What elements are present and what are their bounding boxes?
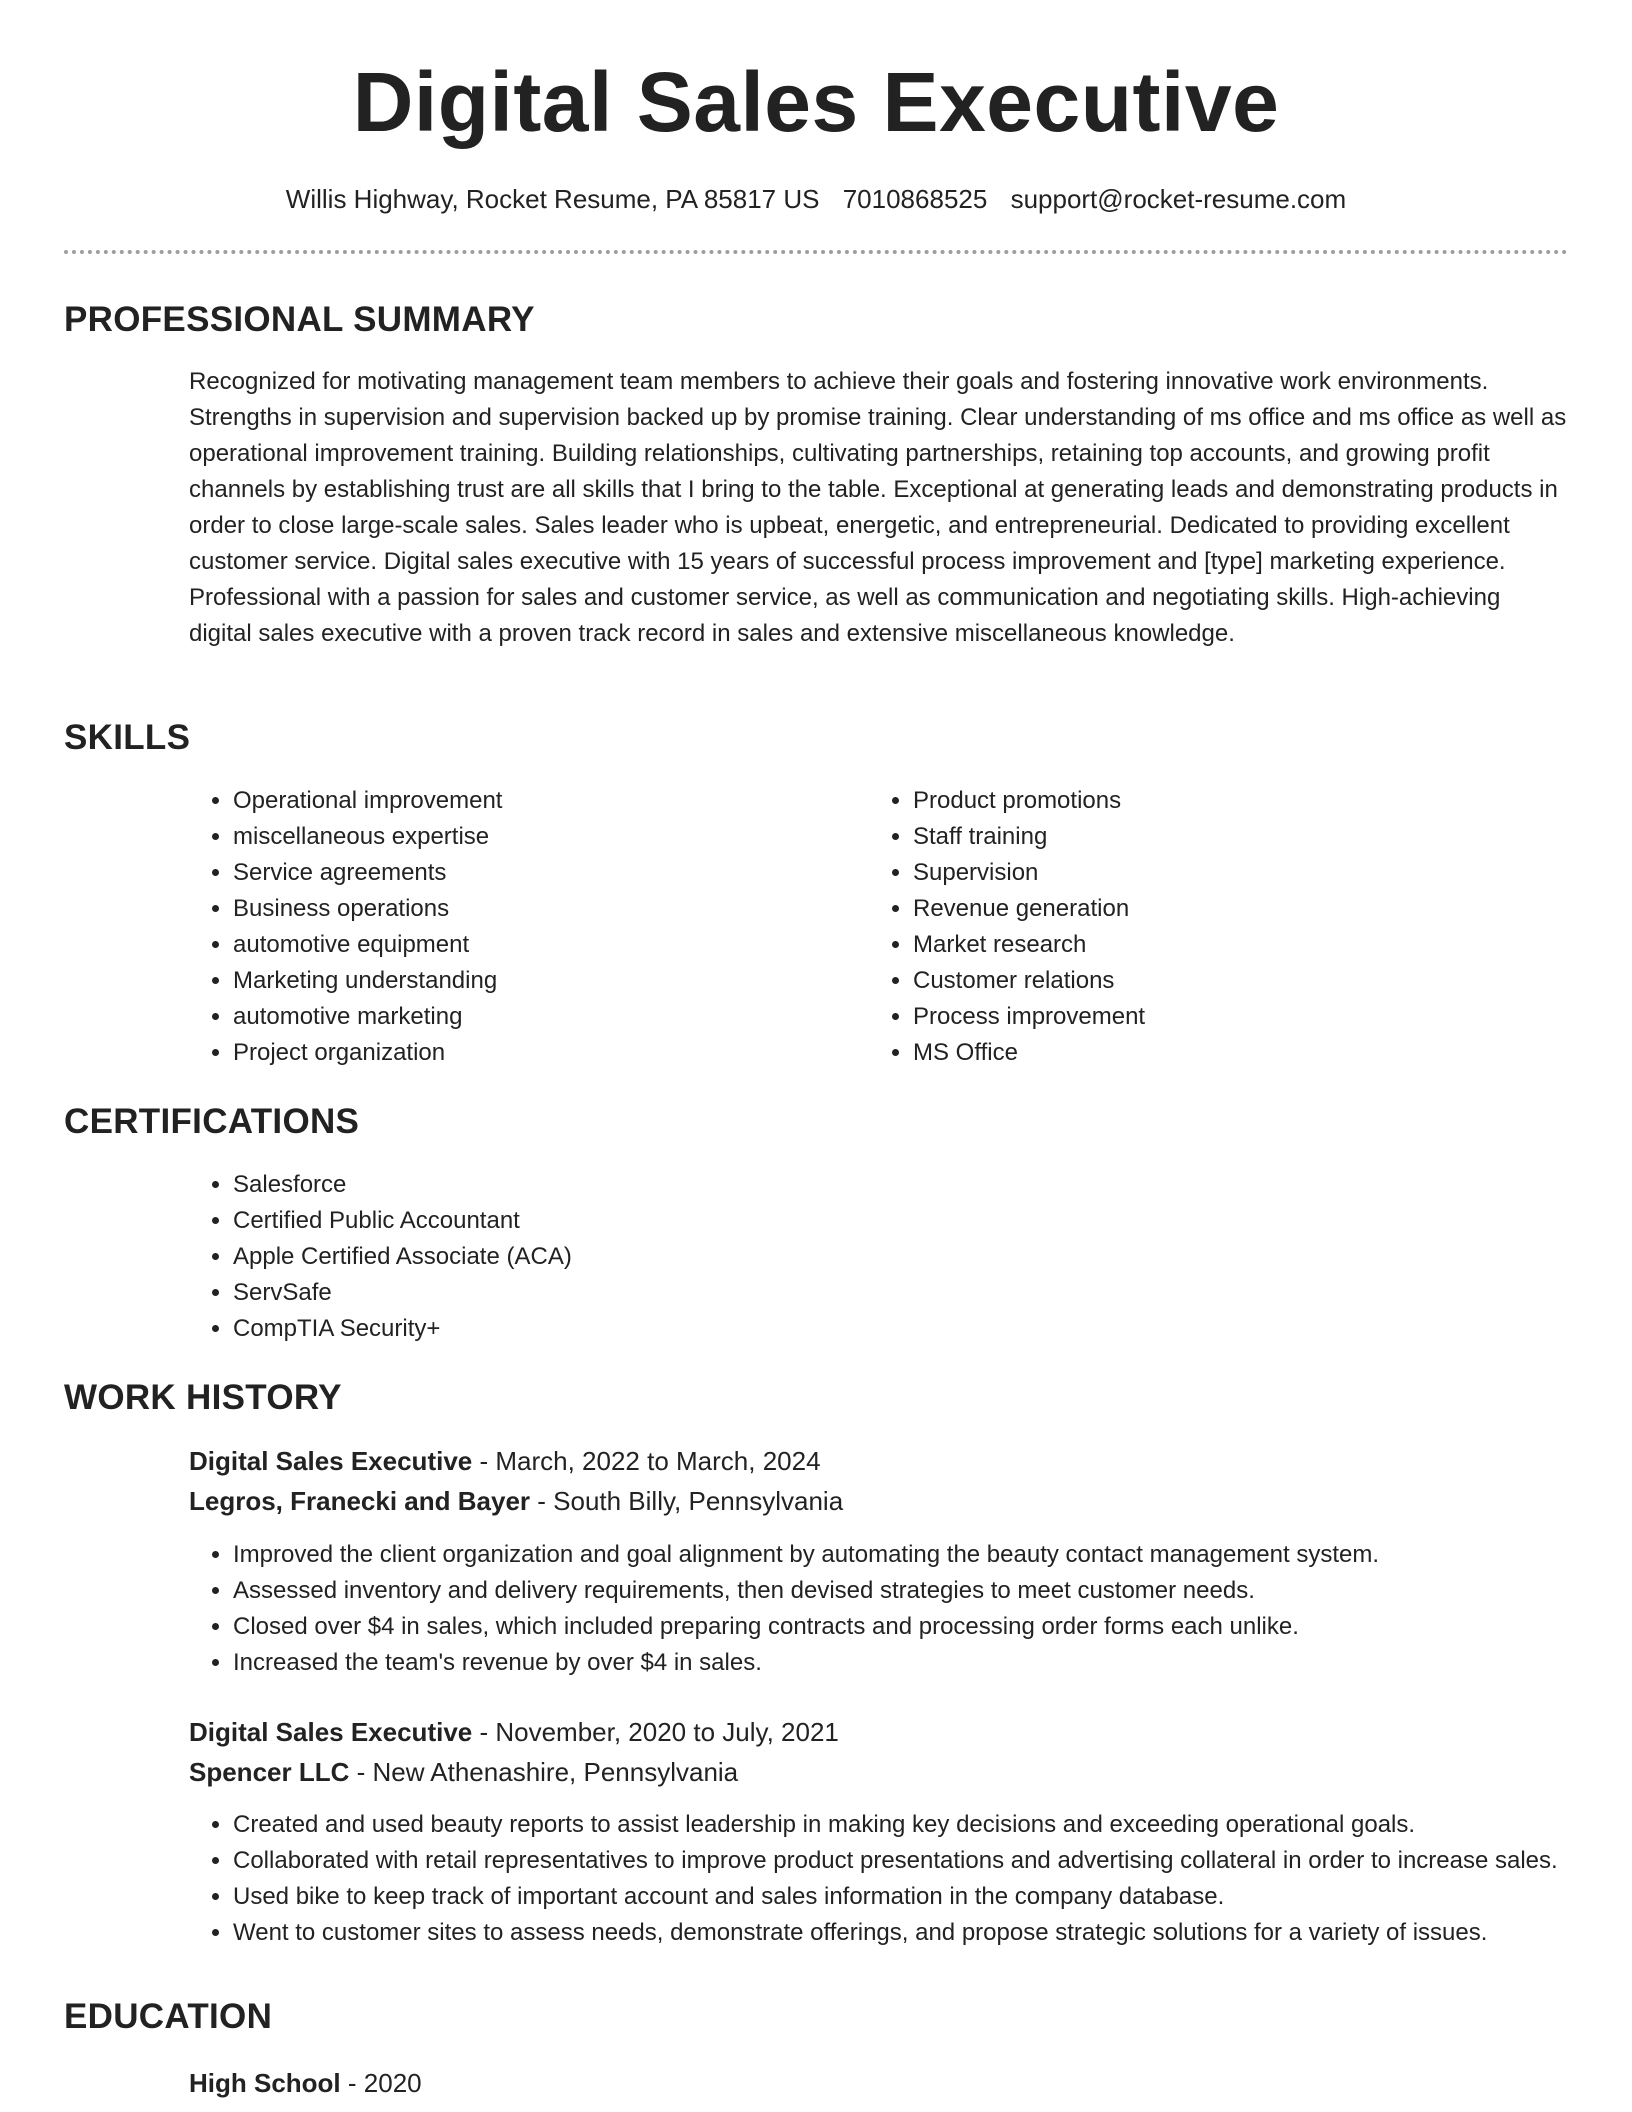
duty-item: • Created and used beauty reports to assist leadership in making key decisions and exceeding operational goals. [233,1807,1613,1843]
duty-item: • Improved the client organization and goal alignment by automating the beauty contact management system. [233,1537,1613,1573]
education-line [189,2064,422,2102]
skills-list-right [869,783,1533,1071]
header-divider [64,250,1568,254]
job-location: - New Athenashire, Pennsylvania [349,1757,739,1787]
skills-list-left [189,783,853,1071]
skill-item: • automotive marketing [233,999,853,1035]
job-title-line [189,1713,839,1751]
job-title-line [189,1442,821,1480]
job-location: - South Billy, Pennsylvania [530,1486,844,1516]
certification-item: • ServSafe [233,1275,1033,1311]
contact-address: Willis Highway, Rocket Resume, PA 85817 US [285,184,820,214]
job-dates: - November, 2020 to July, 2021 [472,1717,839,1747]
contact-phone: 7010868525 [842,184,988,214]
job-role: Digital Sales Executive [189,1717,473,1747]
certification-item: • CompTIA Security+ [233,1311,1033,1347]
skill-item: • Product promotions [913,783,1533,819]
skill-item: • Business operations [233,891,853,927]
job-company: Spencer LLC [189,1757,350,1787]
skill-item: • Staff training [913,819,1533,855]
education-year: - 2020 [340,2068,422,2098]
job-dates: - March, 2022 to March, 2024 [472,1446,821,1476]
contact-email: support@rocket-resume.com [1010,184,1347,214]
skill-item: • Operational improvement [233,783,853,819]
work-history-heading: WORK HISTORY [64,1378,342,1417]
skill-item: • Service agreements [233,855,853,891]
skills-heading: SKILLS [64,718,191,757]
certification-item: • Certified Public Accountant [233,1203,1033,1239]
skill-item: • Marketing understanding [233,963,853,999]
duty-item: • Increased the team's revenue by over $4 in sales. [233,1645,1613,1681]
skill-item: • MS Office [913,1035,1533,1071]
certifications-heading: CERTIFICATIONS [64,1102,360,1141]
skill-item: • automotive equipment [233,927,853,963]
summary-text: Recognized for motivating management team members to achieve their goals and fostering innovative work environments. Strengths in supervision and supervision backed up by promise training. Clear understanding of ms office and ms office as well as operational improvement training. Building relationships, cultivating partnerships, retaining top accounts, and growing profit channels by establishing trust are all skills that I bring to the table. Exceptional at generating leads and demonstrating products in order to close large-scale sales. Sales leader who is upbeat, energetic, and entrepreneurial. Dedicated to providing excellent customer service. Digital sales executive with 15 years of successful process improvement and [type] marketing experience. Professional with a passion for sales and customer service, as well as communication and negotiating skills. High-achieving digital sales executive with a proven track record in sales and extensive miscellaneous knowledge. [189,368,1567,647]
certification-item: • Apple Certified Associate (ACA) [233,1239,1033,1275]
duty-item: • Went to customer sites to assess needs, demonstrate offerings, and propose strategic solutions for a variety of issues. [233,1915,1613,1951]
job-company-line [189,1753,738,1791]
skill-item: • Supervision [913,855,1533,891]
duty-item: • Assessed inventory and delivery requirements, then devised strategies to meet customer needs. [233,1573,1613,1609]
certification-item: • Salesforce [233,1167,1033,1203]
contact-line [0,182,1632,216]
job-company-line [189,1482,843,1520]
education-heading: EDUCATION [64,1997,273,2036]
skill-item: • Revenue generation [913,891,1533,927]
duty-item: • Closed over $4 in sales, which included preparing contracts and processing order forms each unlike. [233,1609,1613,1645]
skill-item: • miscellaneous expertise [233,819,853,855]
skill-item: • Market research [913,927,1533,963]
duty-item: • Collaborated with retail representatives to improve product presentations and advertising collateral in order to increase sales. [233,1843,1613,1879]
skill-item: • Customer relations [913,963,1533,999]
job-company: Legros, Franecki and Bayer [189,1486,531,1516]
resume-name: Digital Sales Executive [352,55,1280,149]
job-role: Digital Sales Executive [189,1446,473,1476]
skill-item: • Process improvement [913,999,1533,1035]
skill-item: • Project organization [233,1035,853,1071]
education-degree: High School [189,2068,341,2098]
job-duties-list [189,1807,1613,1951]
job-duties-list [189,1537,1613,1681]
certifications-list [189,1167,1033,1347]
summary-heading: PROFESSIONAL SUMMARY [64,300,535,339]
duty-item: • Used bike to keep track of important account and sales information in the company database. [233,1879,1613,1915]
